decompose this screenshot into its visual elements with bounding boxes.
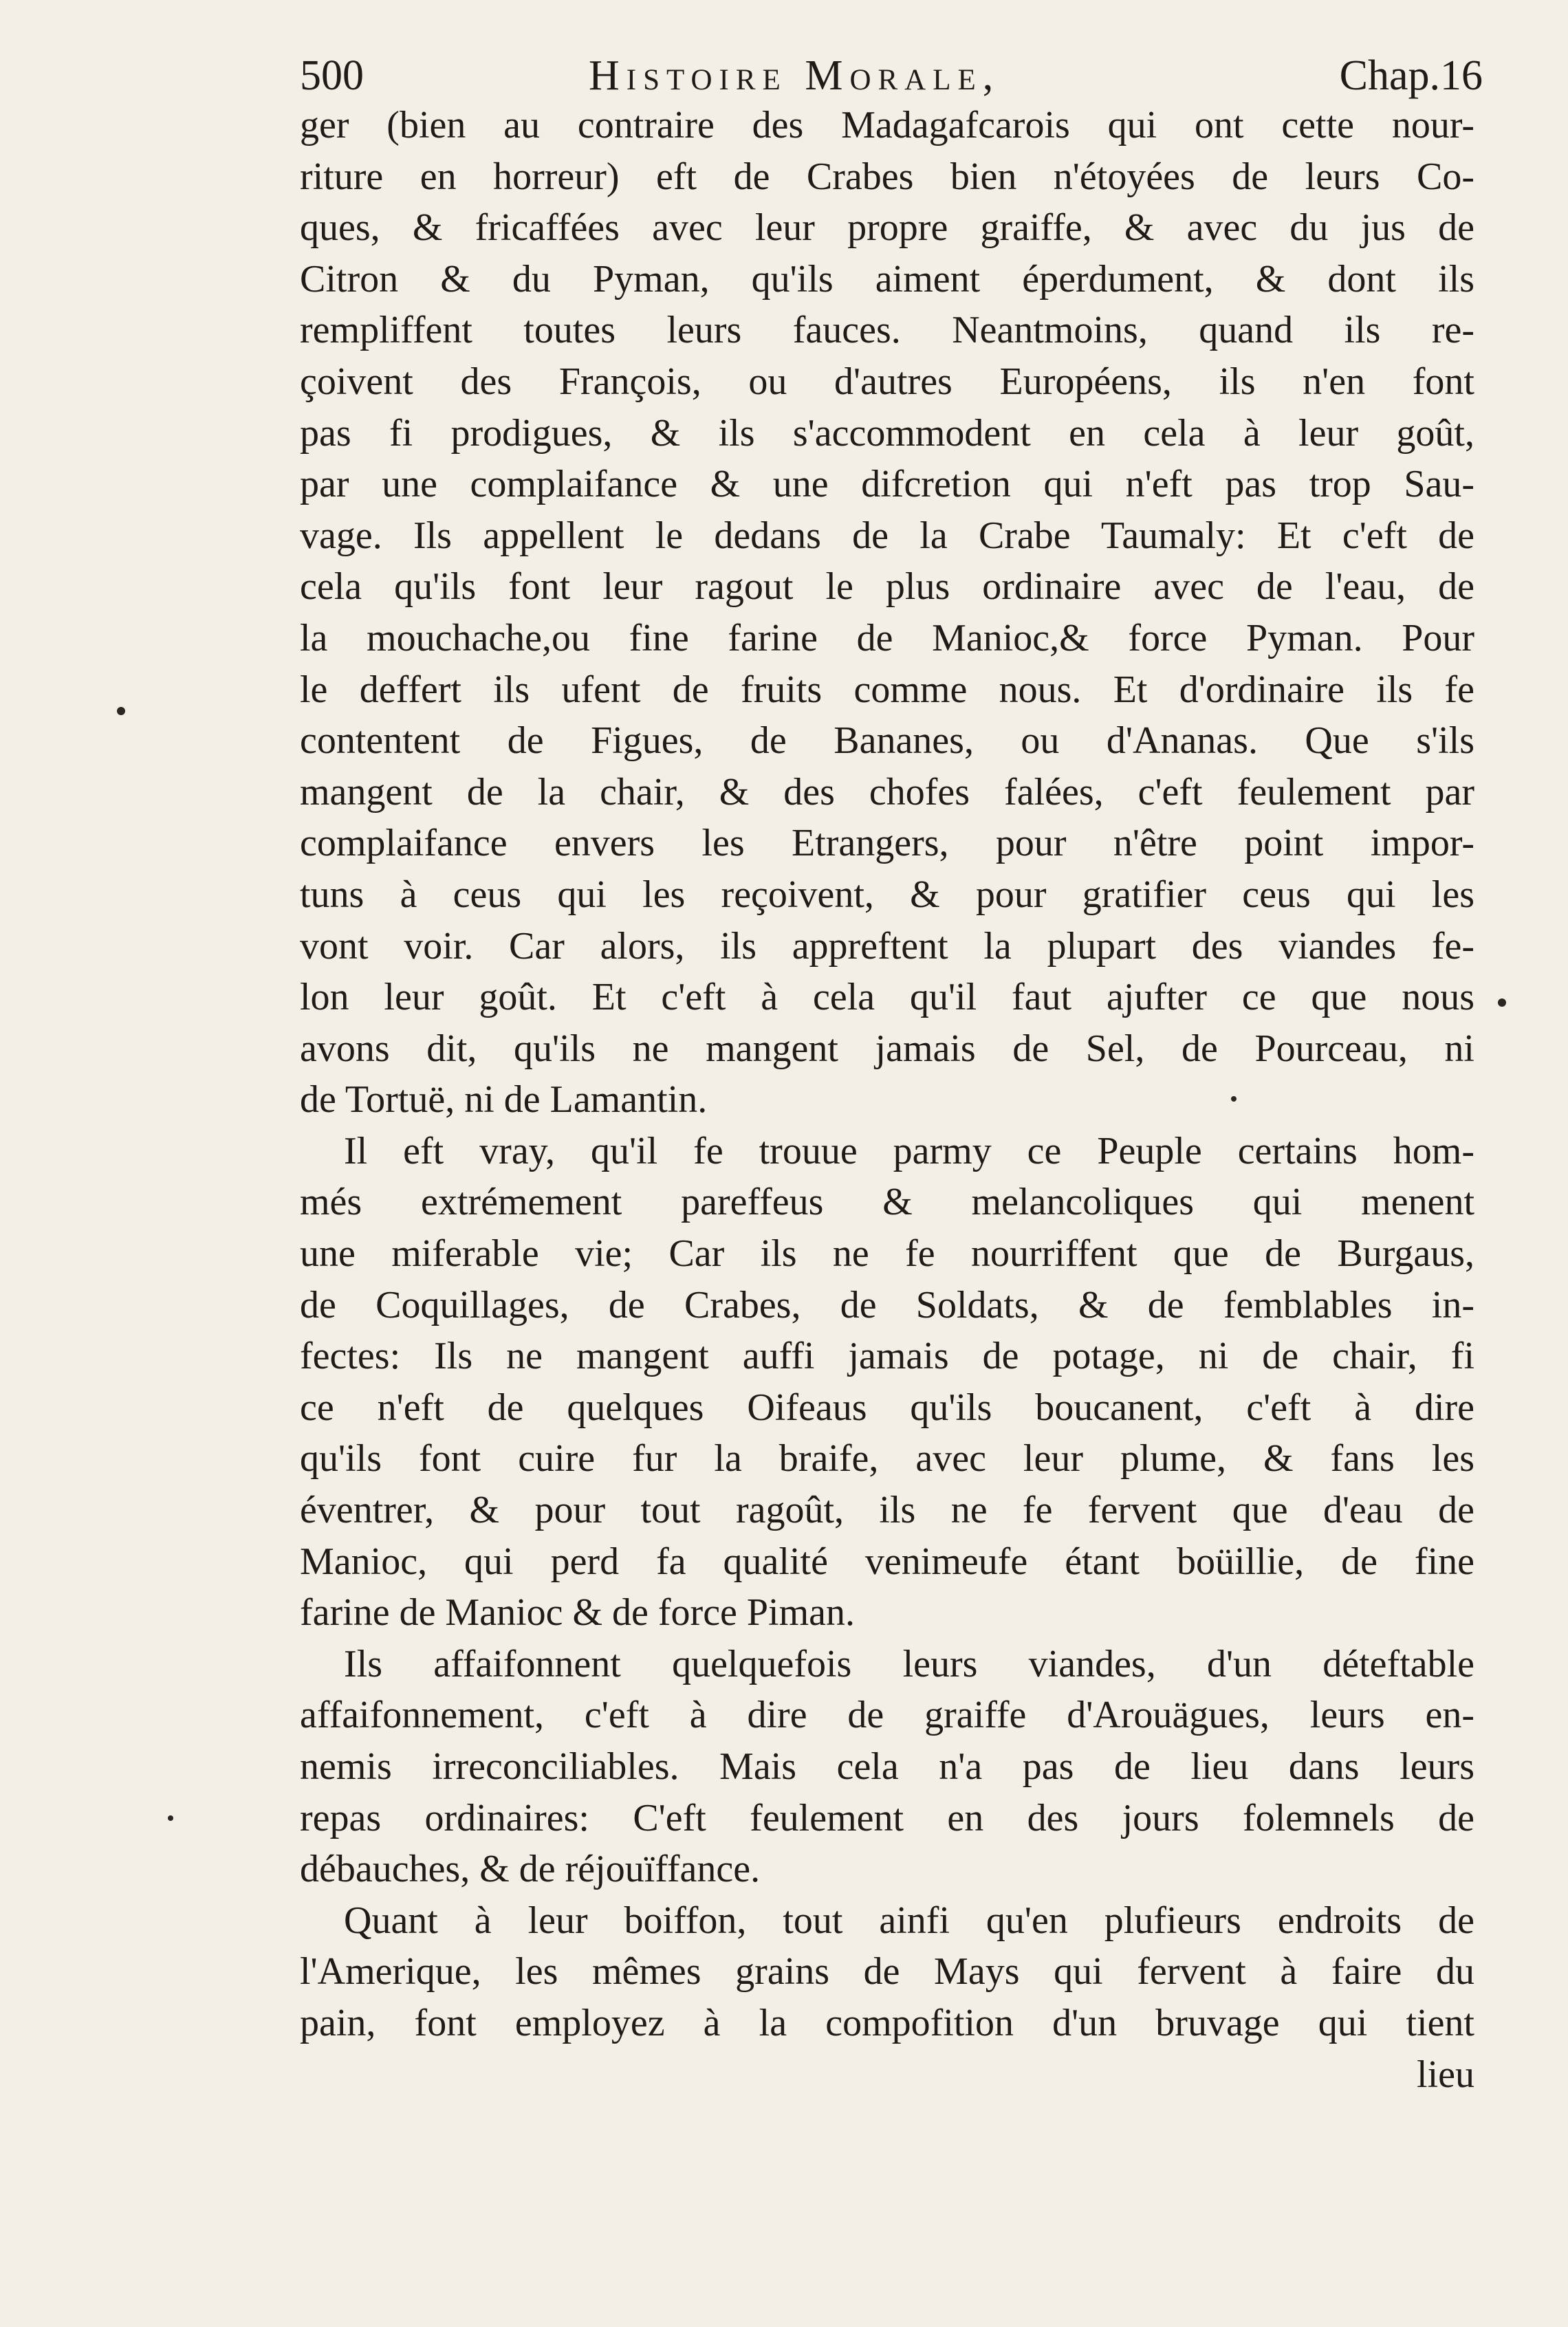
text-line: cela qu'ils font leur ragout le plus ordinaire avec de l'eau, de: [300, 565, 1474, 609]
text-line: tuns à ceus qui les reçoivent, & pour gratifier ceus qui les: [300, 873, 1474, 916]
text-line: ques, & fricaffées avec leur propre graiffe, & avec du jus de: [300, 206, 1474, 250]
text-line: contentent de Figues, de Bananes, ou d'Ananas. Que s'ils: [300, 719, 1474, 763]
text-line: qu'ils font cuire fur la braife, avec leur plume, & fans les: [300, 1437, 1474, 1481]
text-line: çoivent des François, ou d'autres Européens, ils n'en font: [300, 360, 1474, 403]
ink-spot: [1231, 1096, 1237, 1102]
text-line: repas ordinaires: C'eft feulement en des jours folemnels de: [300, 1796, 1474, 1839]
text-line: fectes: Ils ne mangent auffi jamais de potage, ni de chair, fi: [300, 1335, 1474, 1378]
text-line: ger (bien au contraire des Madagafcarois qui ont cette nour-: [300, 104, 1474, 146]
body-text: [300, 100, 1474, 2100]
text-line: mangent de la chair, & des chofes falées, c'eft feulement par: [300, 770, 1474, 813]
text-line: de Tortuë, ni de Lamantin.: [300, 1078, 708, 1122]
text-line: farine de Manioc & de force Piman.: [300, 1591, 856, 1635]
running-head: [300, 48, 1483, 103]
text-line: Manioc, qui perd fa qualité venimeufe étant boüillie, de fine: [300, 1540, 1474, 1583]
text-line: vont voir. Car alors, ils appreftent la plupart des viandes fe-: [300, 924, 1474, 968]
text-line: Il eft vray, qu'il fe trouue parmy ce Peuple certains hom-: [344, 1129, 1474, 1172]
text-line: pas fi prodigues, & ils s'accommodent en cela à leur goût,: [300, 411, 1474, 455]
catchword: lieu: [1417, 2053, 1474, 2096]
text-line: débauches, & de réjouïffance.: [300, 1848, 761, 1891]
text-line: riture en horreur) eft de Crabes bien n'étoyées de leurs Co-: [300, 155, 1474, 198]
text-line: la mouchache,ou fine farine de Manioc,& force Pyman. Pour: [300, 616, 1474, 659]
text-line: une miferable vie; Car ils ne fe nourriffent que de Burgaus,: [300, 1232, 1474, 1276]
text-line: pain, font employez à la compofition d'un bruvage qui tient: [300, 2001, 1474, 2044]
text-line: nemis irreconciliables. Mais cela n'a pas de lieu dans leurs: [300, 1745, 1474, 1788]
text-line: par une complaifance & une difcretion qui n'eft pas trop Sau-: [300, 463, 1474, 506]
ink-spot: [1498, 998, 1506, 1007]
ink-spot: [168, 1815, 173, 1821]
text-line: ce n'eft de quelques Oifeaus qu'ils boucanent, c'eft à dire: [300, 1386, 1474, 1429]
text-line: complaifance envers les Etrangers, pour n'être point impor-: [300, 822, 1474, 865]
text-line: l'Amerique, les mêmes grains de Mays qui fervent à faire du: [300, 1950, 1474, 1993]
text-line: avons dit, qu'ils ne mangent jamais de Sel, de Pourceau, ni: [300, 1027, 1474, 1070]
text-line: le deffert ils ufent de fruits comme nous. Et d'ordinaire ils fe: [300, 668, 1474, 711]
text-line: vage. Ils appellent le dedans de la Crabe Taumaly: Et c'eft de: [300, 514, 1474, 557]
chapter-label: Chap.16: [1339, 52, 1483, 99]
text-line: éventrer, & pour tout ragoût, ils ne fe fervent que d'eau de: [300, 1489, 1474, 1532]
text-line: rempliffent toutes leurs fauces. Neantmoins, quand ils re-: [300, 309, 1474, 352]
text-line: lon leur goût. Et c'eft à cela qu'il faut ajufter ce que nous: [300, 976, 1474, 1019]
text-line: Ils affaifonnent quelquefois leurs viandes, d'un déteftable: [344, 1642, 1474, 1685]
text-line: affaifonnement, c'eft à dire de graiffe d'Arouägues, leurs en-: [300, 1694, 1474, 1737]
running-title: Histoire Morale,: [589, 52, 1001, 99]
page-number: 500: [300, 52, 364, 99]
text-line: de Coquillages, de Crabes, de Soldats, & de femblables in-: [300, 1283, 1474, 1326]
text-line: més extrémement pareffeus & melancoliques qui menent: [300, 1181, 1474, 1224]
text-line: Quant à leur boiffon, tout ainfi qu'en plufieurs endroits de: [344, 1899, 1474, 1942]
text-line: Citron & du Pyman, qu'ils aiment éperdument, & dont ils: [300, 257, 1474, 301]
ink-spot: [117, 707, 125, 715]
